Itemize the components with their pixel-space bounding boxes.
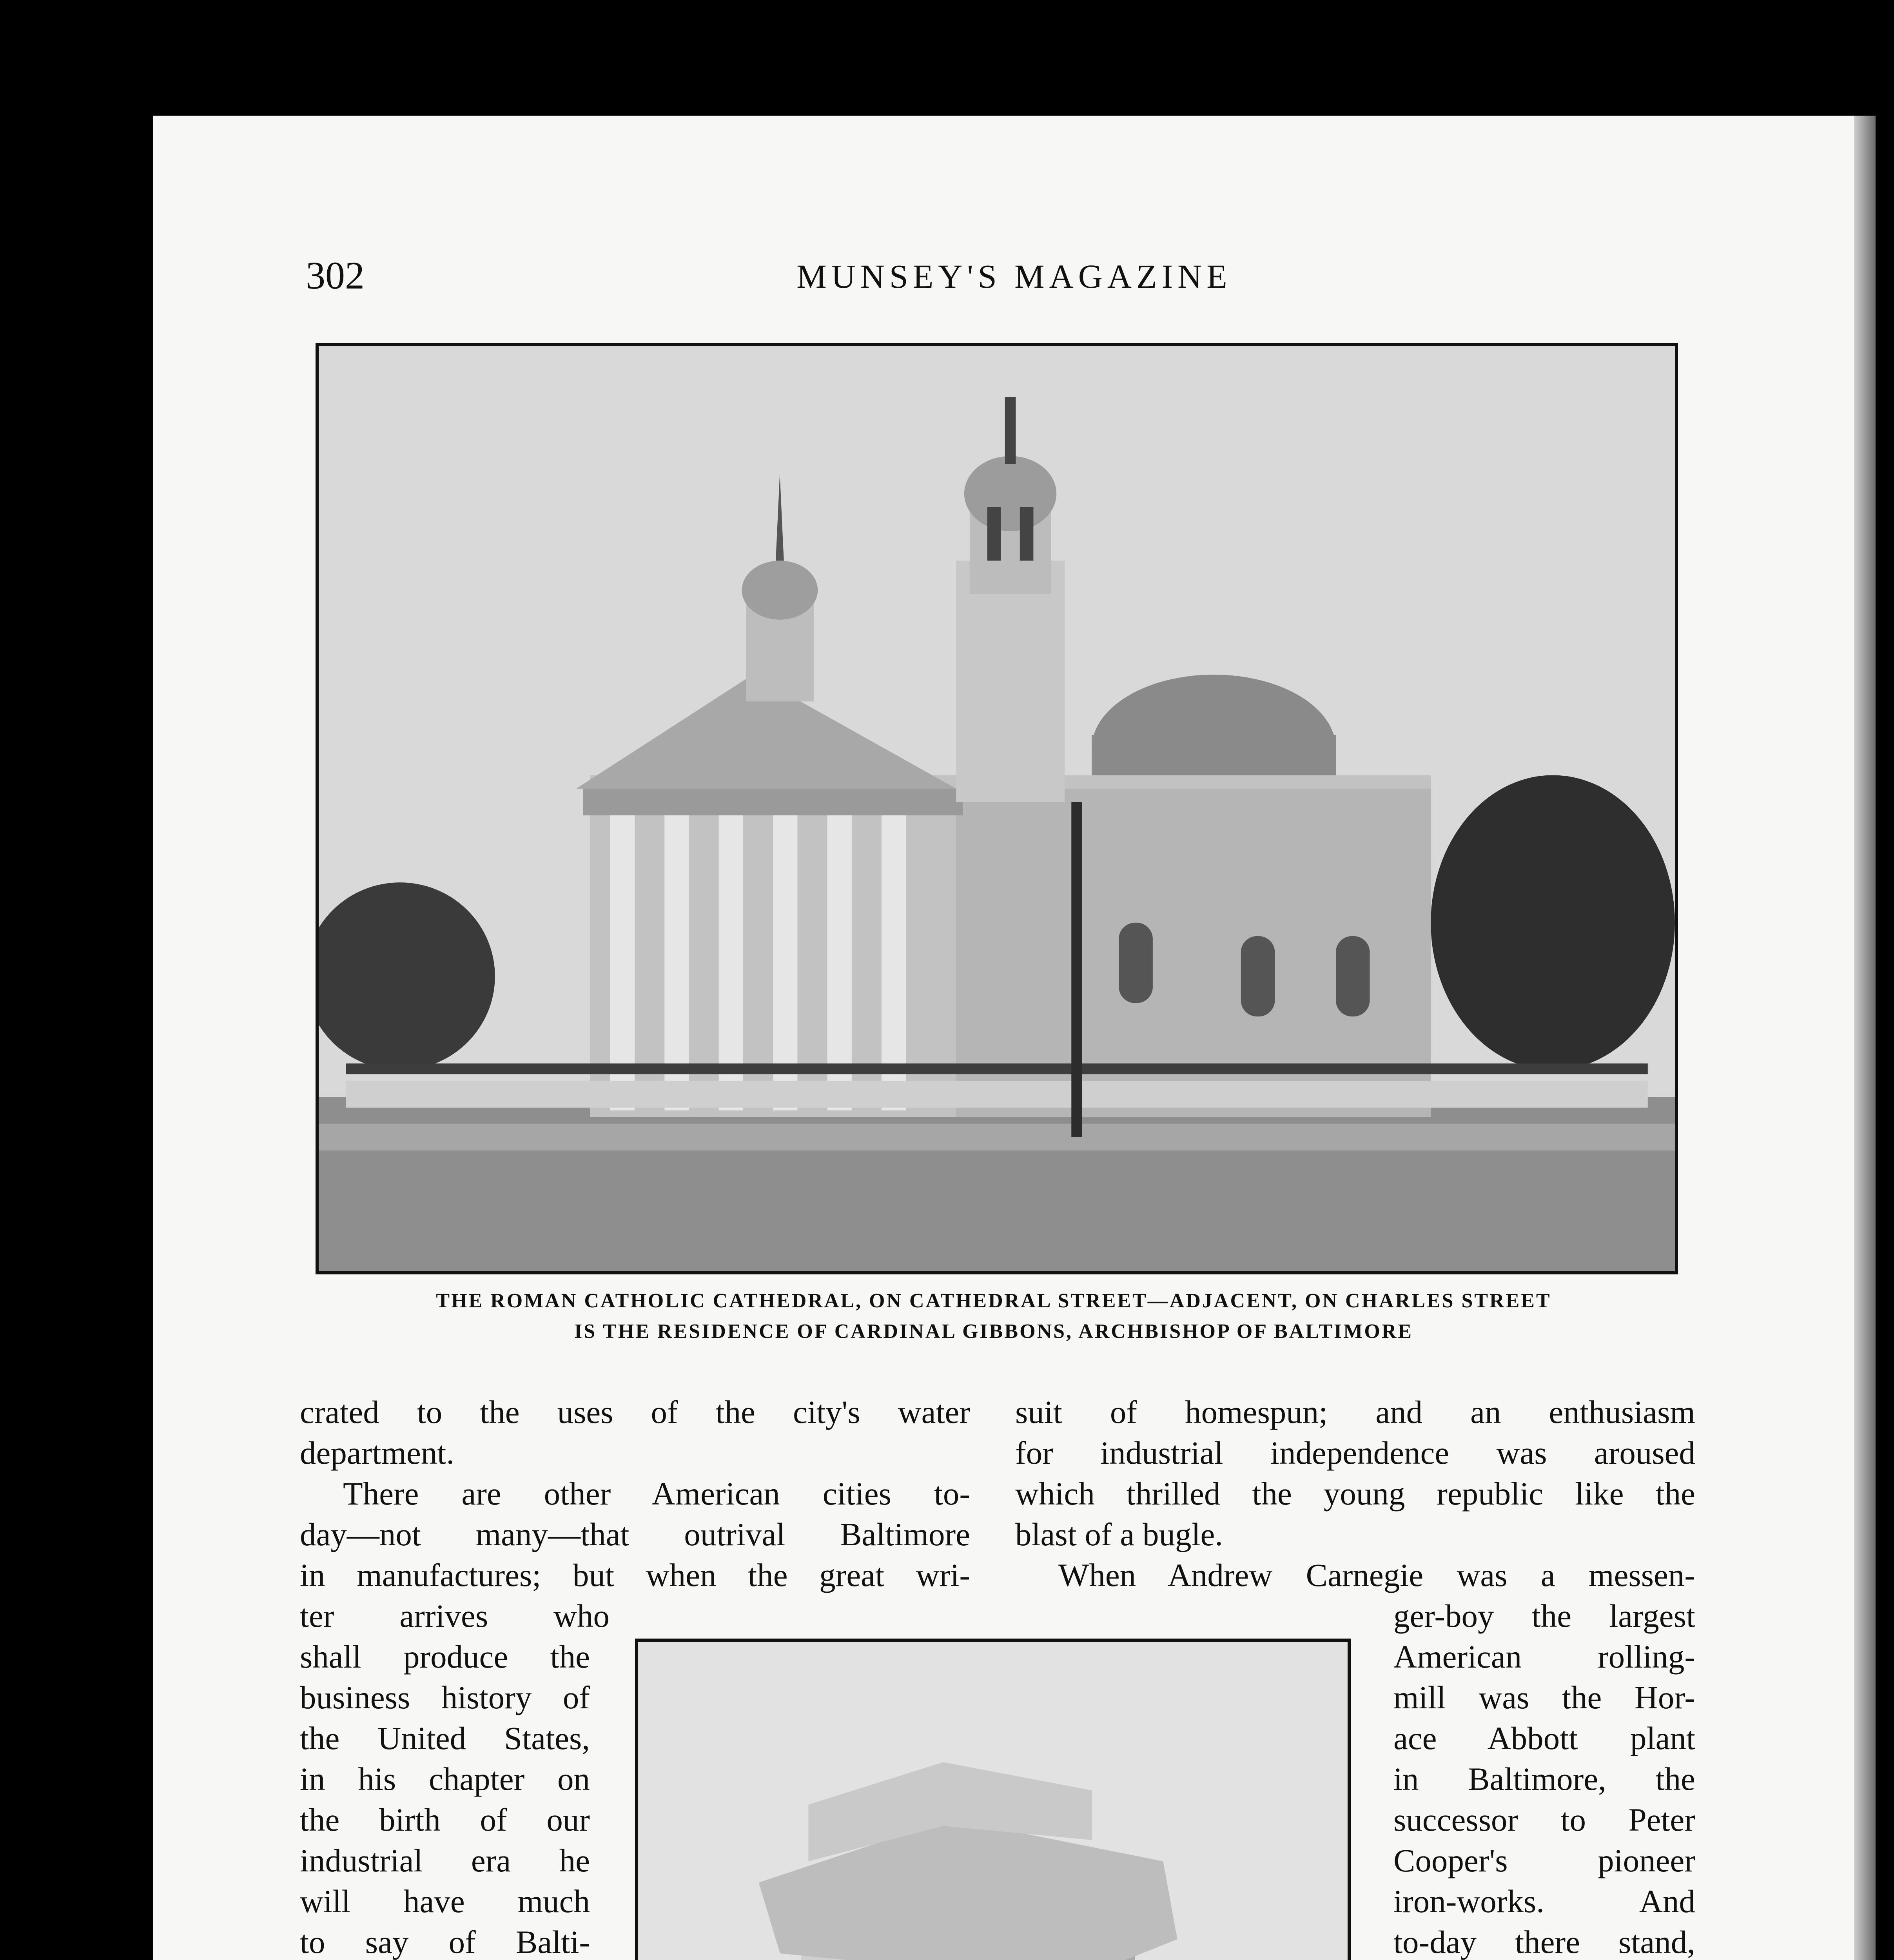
text-line: will have much [300,1883,590,1919]
cathedral-photo [316,343,1678,1274]
page-edge-shadow [1854,116,1876,1960]
page-header [153,253,1876,308]
text-line: to-day there stand, [1393,1924,1695,1960]
poe-grave-illustration [638,1642,1348,1960]
text-line: which thrilled the young republic like the [1015,1475,1695,1512]
text-line: When Andrew Carnegie was a messen- [1058,1557,1695,1593]
text-line: to say of Balti- [300,1924,590,1960]
text-line: the birth of our [300,1802,590,1838]
left-column-narrow [300,1636,590,1960]
text-line: crated to the uses of the city's water [300,1394,970,1430]
text-line: department. [300,1435,455,1471]
cathedral-caption [302,1286,1685,1347]
left-column-top-short [300,1595,610,1636]
text-line: ger-boy the largest [1393,1598,1695,1634]
cathedral-caption-line-1: THE ROMAN CATHOLIC CATHEDRAL, ON CATHEDRAL STREET—ADJACENT, ON CHARLES STREET [436,1290,1551,1312]
text-line: day—not many—that outrival Baltimore [300,1516,970,1552]
text-line: in manufactures; but when the great wri- [300,1557,970,1593]
right-column-top [1015,1392,1695,1595]
text-line: the United States, [300,1720,590,1756]
text-line: suit of homespun; and an enthusiasm [1015,1394,1695,1430]
cathedral-caption-line-2: IS THE RESIDENCE OF CARDINAL GIBBONS, ARCHBISHOP OF BALTIMORE [574,1320,1413,1343]
page-number: 302 [306,254,365,297]
text-line: There are other American cities to- [343,1475,970,1512]
text-line: Cooper's pioneer [1393,1842,1695,1878]
text-line: business history of [300,1679,590,1715]
text-line: ace Abbott plant [1393,1720,1695,1756]
magazine-title: MUNSEY'S MAGAZINE [796,258,1232,295]
text-line: for industrial independence was aroused [1015,1435,1695,1471]
cathedral-illustration [319,346,1675,1271]
text-line: blast of a bugle. [1015,1516,1223,1552]
text-line: iron-works. And [1393,1883,1695,1919]
text-line: successor to Peter [1393,1802,1695,1838]
text-line: industrial era he [300,1842,590,1878]
magazine-page [153,116,1876,1960]
text-line: mill was the Hor- [1393,1679,1695,1715]
text-line: shall produce the [300,1639,590,1675]
right-column-narrow [1393,1595,1695,1960]
left-column-top [300,1392,970,1595]
text-line: in Baltimore, the [1393,1761,1695,1797]
text-line: American rolling- [1393,1639,1695,1675]
text-line: ter arrives who [300,1598,610,1634]
text-line: in his chapter on [300,1761,590,1797]
poe-grave-photo [635,1639,1351,1960]
